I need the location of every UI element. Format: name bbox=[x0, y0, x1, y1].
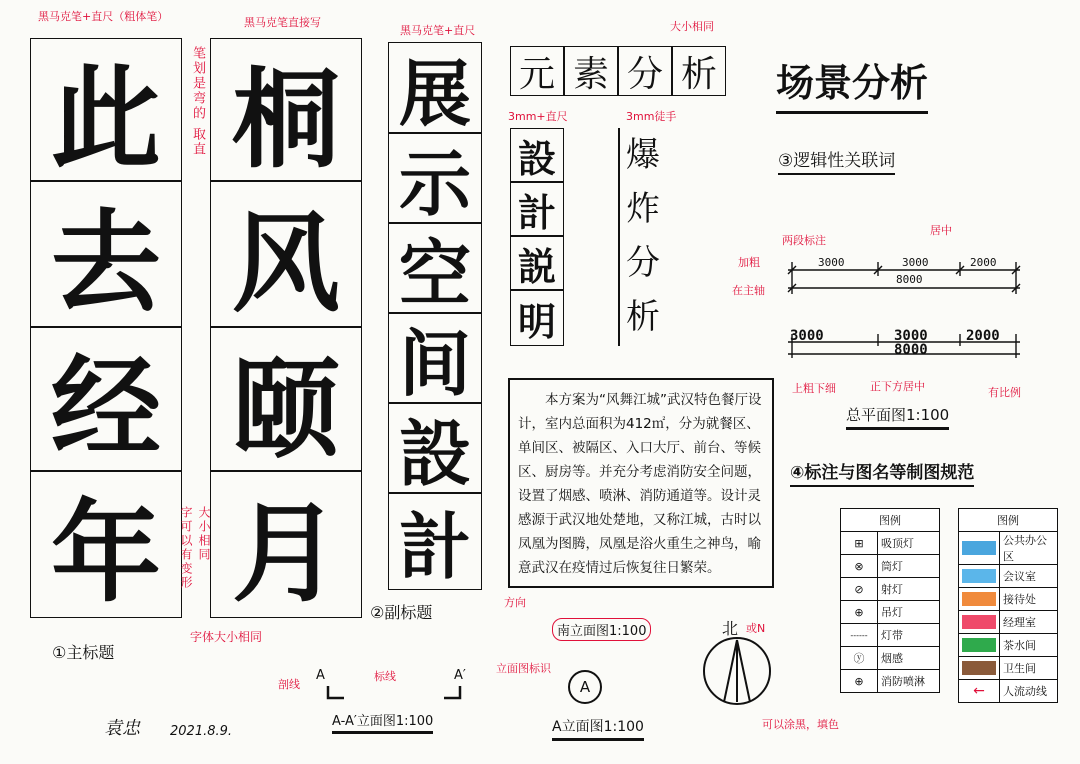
third-title-cell bbox=[388, 312, 482, 404]
element-analysis-char: 元 bbox=[518, 53, 555, 95]
signature: 袁忠 bbox=[104, 718, 140, 739]
design-desc-cell bbox=[510, 236, 564, 290]
dim-value: 3000 bbox=[790, 328, 824, 344]
element-analysis-char: 素 bbox=[572, 53, 609, 95]
legend-header: 图例 bbox=[841, 509, 940, 532]
north-alt-note: 或N bbox=[746, 622, 766, 635]
design-desc-char: 明 bbox=[517, 299, 556, 344]
direction-note: 方向 bbox=[504, 596, 526, 609]
element-analysis-char: 析 bbox=[680, 53, 717, 95]
legend-label: 茶水间 bbox=[1000, 634, 1058, 657]
legend-swatch bbox=[962, 569, 996, 583]
explode-char: 析 bbox=[626, 297, 660, 337]
a-elevation-title: A立面图1:100 bbox=[552, 716, 644, 741]
third-title-char: 空 bbox=[398, 232, 471, 316]
date: 2021.8.9. bbox=[170, 724, 233, 739]
design-desc-char: 説 bbox=[517, 244, 556, 289]
section-mark-a: A bbox=[316, 668, 325, 683]
third-title-cell bbox=[388, 132, 482, 224]
plan-title: 总平面图1:100 bbox=[846, 404, 949, 430]
center-note: 居中 bbox=[930, 224, 952, 237]
elev-mark-note: 立面图标识 bbox=[496, 662, 551, 675]
legend-symbol: ⊞ bbox=[841, 532, 878, 555]
third-title-char: 间 bbox=[398, 322, 471, 406]
third-title-char: 設 bbox=[398, 412, 471, 496]
third-title-cell bbox=[388, 42, 482, 134]
legend-label: 公共办公区 bbox=[1000, 532, 1058, 565]
legend-symbol: ⓨ bbox=[841, 647, 878, 670]
legend-label: 灯带 bbox=[878, 624, 940, 647]
equal-size-note: 字体大小相同 bbox=[190, 630, 263, 644]
legend-label: 筒灯 bbox=[878, 555, 940, 578]
legend-swatch bbox=[962, 638, 996, 652]
sub-title-cell bbox=[210, 326, 362, 472]
two-dims-note: 两段标注 bbox=[782, 234, 826, 247]
legend-symbol: ⊕ bbox=[841, 601, 878, 624]
on-axis-note: 在主轴 bbox=[732, 284, 765, 297]
design-desc-cell bbox=[510, 182, 564, 236]
mm3-ruler-note: 3mm+直尺 bbox=[508, 110, 568, 123]
legend-swatch bbox=[962, 661, 996, 675]
explode-char: 爆 bbox=[626, 135, 660, 175]
explode-char: 炸 bbox=[626, 189, 660, 229]
explode-title bbox=[618, 128, 668, 346]
logic-words-title: ③逻辑性关联词 bbox=[778, 146, 895, 175]
design-description: 本方案为“风舞江城”武汉特色餐厅设计，室内总面积为412㎡，分为就餐区、单间区、被隔区、入口大厅、前台、等候区、厨房等。并充分考虑消防安全问题，设置了烟感、喷淋、消防通道等。设计灵感源于武汉地处楚地，又称江城，古时以凤凰为图腾，凤凰是浴火重生之神鸟，喻意武汉在疫情过后恢复往日繁荣。 bbox=[508, 378, 774, 588]
legend-label: 烟感 bbox=[878, 647, 940, 670]
legend-label: 射灯 bbox=[878, 578, 940, 601]
std-title: ④标注与图名等制图规范 bbox=[790, 458, 974, 487]
legend-symbol: ⊗ bbox=[841, 555, 878, 578]
element-analysis-cell bbox=[618, 46, 672, 96]
dim-value: 2000 bbox=[966, 328, 1000, 344]
legend-header: 图例 bbox=[959, 509, 1058, 532]
elevation-symbol: A bbox=[568, 670, 602, 704]
main-title-char: 此 bbox=[51, 55, 161, 183]
aa-elevation-title: A-A′立面图1:100 bbox=[332, 710, 433, 734]
mm3-hand-note: 3mm徒手 bbox=[626, 110, 677, 123]
south-elevation-title: 南立面图1:100 bbox=[552, 618, 651, 641]
third-title-cell bbox=[388, 402, 482, 494]
main-title-char: 去 bbox=[51, 199, 161, 327]
sub-title-cell bbox=[210, 38, 362, 182]
section-mark-a-prime: A′ bbox=[454, 668, 466, 683]
small-note-1: 字可以有变形 bbox=[179, 506, 193, 590]
sub-title-pen-note: 黑马克笔直接写 bbox=[244, 16, 321, 29]
legend-label: 接待处 bbox=[1000, 588, 1058, 611]
third-title-cell bbox=[388, 222, 482, 314]
dim-total: 8000 bbox=[894, 342, 928, 358]
legend-label: 吊灯 bbox=[878, 601, 940, 624]
sub-title-cell bbox=[210, 180, 362, 328]
legend-label: 会议室 bbox=[1000, 565, 1058, 588]
legend-symbol: ------ bbox=[841, 624, 878, 647]
dim-value: 2000 bbox=[970, 256, 997, 269]
legend-label: 消防喷淋 bbox=[878, 670, 940, 693]
element-analysis-cell bbox=[672, 46, 726, 96]
north-arrow-icon bbox=[700, 634, 774, 708]
legend-label: 卫生间 bbox=[1000, 657, 1058, 680]
thick-line-note: 上粗下细 bbox=[792, 382, 836, 395]
scale-note: 有比例 bbox=[988, 386, 1021, 399]
under-line-note: 正下方居中 bbox=[870, 380, 925, 393]
stroke-note: 笔划是弯的 取直 bbox=[190, 46, 205, 158]
main-title-char: 经 bbox=[51, 344, 161, 472]
main-title-cell bbox=[30, 326, 182, 472]
legend-symbol: ⊘ bbox=[841, 578, 878, 601]
dim-value: 3000 bbox=[818, 256, 845, 269]
main-title-cell bbox=[30, 38, 182, 182]
design-desc-cell bbox=[510, 128, 564, 182]
north-label: 北 bbox=[722, 619, 739, 638]
third-title-char: 展 bbox=[398, 52, 471, 136]
sub-title-cell bbox=[210, 470, 362, 618]
design-desc-cell bbox=[510, 290, 564, 346]
sub-title-label: ②副标题 bbox=[370, 603, 433, 622]
element-analysis-char: 分 bbox=[626, 53, 663, 95]
can-fill-note: 可以涂黑，填色 bbox=[762, 718, 839, 731]
sub-title-char: 桐 bbox=[231, 56, 340, 183]
main-title-pen-note: 黑马克笔+直尺（粗体笔） bbox=[38, 10, 169, 23]
small-note-2: 大小相同 bbox=[197, 506, 211, 562]
sub-title-char: 颐 bbox=[231, 345, 340, 472]
section-line-note: 剖线 bbox=[278, 678, 300, 691]
flow-arrow-icon: ← bbox=[959, 680, 1000, 703]
legend-symbol: ⊕ bbox=[841, 670, 878, 693]
dim-total: 8000 bbox=[896, 273, 923, 286]
legend-label: 人流动线 bbox=[1000, 680, 1058, 703]
element-analysis-cell bbox=[564, 46, 618, 96]
size-same-note: 大小相同 bbox=[670, 20, 714, 33]
main-title-label: ①主标题 bbox=[52, 643, 115, 662]
element-analysis-cell bbox=[510, 46, 564, 96]
legend-colors bbox=[958, 508, 1058, 703]
legend-symbols bbox=[840, 508, 940, 693]
legend-swatch bbox=[962, 615, 996, 629]
main-title-cell bbox=[30, 470, 182, 618]
design-desc-char: 設 bbox=[517, 136, 556, 181]
third-title-char: 示 bbox=[398, 142, 471, 226]
third-title-char: 計 bbox=[398, 505, 471, 589]
sub-title-char: 月 bbox=[231, 490, 340, 617]
sub-title-char: 风 bbox=[231, 200, 340, 327]
bold-note: 加粗 bbox=[738, 256, 760, 269]
scene-analysis-title: 场景分析 bbox=[776, 52, 928, 114]
explode-char: 分 bbox=[626, 243, 660, 283]
text-label-note: 标线 bbox=[374, 670, 396, 683]
main-title-char: 年 bbox=[51, 489, 161, 617]
design-desc-char: 計 bbox=[517, 190, 556, 235]
dim-value: 3000 bbox=[894, 328, 928, 344]
legend-label: 吸顶灯 bbox=[878, 532, 940, 555]
main-title-cell bbox=[30, 180, 182, 328]
dim-value: 3000 bbox=[902, 256, 929, 269]
legend-label: 经理室 bbox=[1000, 611, 1058, 634]
legend-swatch bbox=[962, 541, 996, 555]
legend-swatch bbox=[962, 592, 996, 606]
third-title-cell bbox=[388, 492, 482, 590]
third-title-pen-note: 黑马克笔+直尺 bbox=[400, 24, 476, 37]
section-line-marks bbox=[324, 684, 464, 702]
